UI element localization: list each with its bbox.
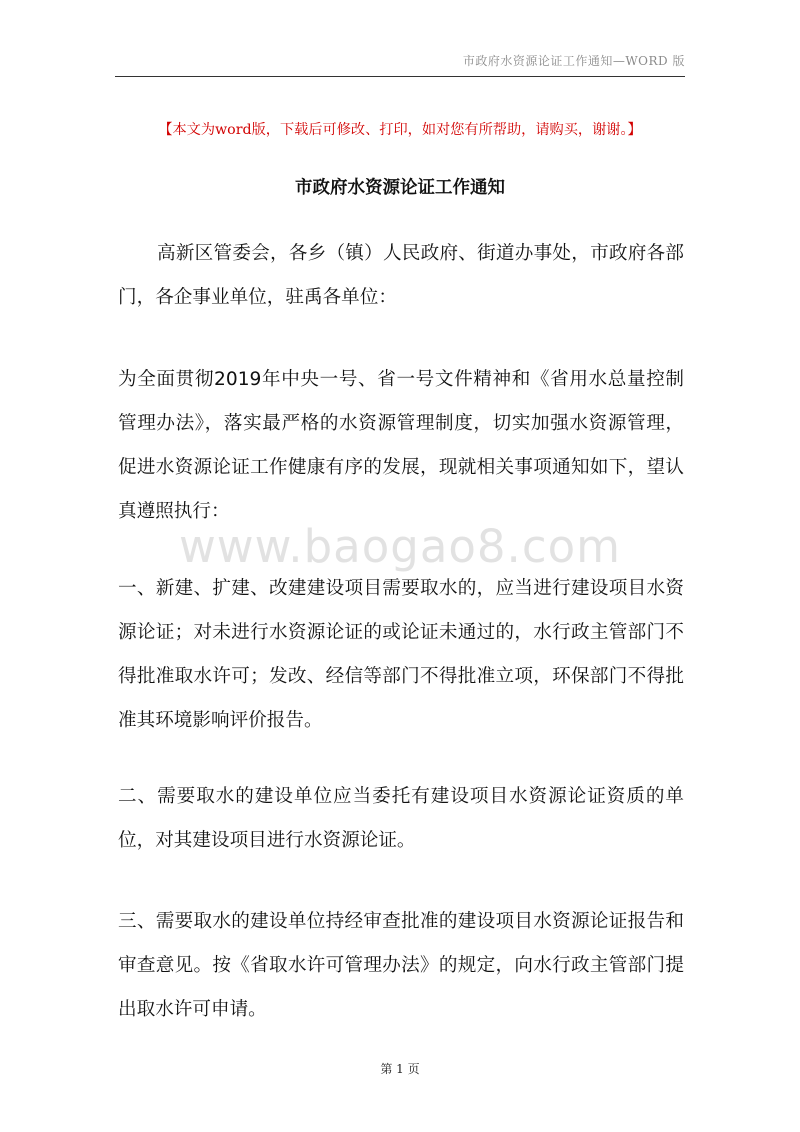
paragraph-item-2: 二、需要取水的建设单位应当委托有建设项目水资源论证资质的单位，对其建设项目进行水资源论证。 — [118, 786, 684, 851]
document-title: 市政府水资源论证工作通知 — [295, 178, 505, 198]
paragraph-salutation: 高新区管委会，各乡（镇）人民政府、街道办事处，市政府各部门，各企事业单位，驻禹各单位： — [118, 243, 684, 308]
paragraph-item-1: 一、新建、扩建、改建建设项目需要取水的，应当进行建设项目水资源论证；对未进行水资源论证的或论证未通过的，水行政主管部门不得批准取水许可；发改、经信等部门不得批准立项，环保部门不得批准其环境影响评价报告。 — [118, 578, 684, 731]
paragraph-intro: 为全面贯彻2019年中央一号、省一号文件精神和《省用水总量控制管理办法》，落实最严格的水资源管理制度，切实加强水资源管理，促进水资源论证工作健康有序的发展，现就相关事项通知如下，望认真遵照执行： — [118, 369, 684, 522]
purchase-notice: 【本文为word版，下载后可修改、打印，如对您有所帮助，请购买，谢谢。】 — [158, 122, 642, 138]
paragraph-item-3: 三、需要取水的建设单位持经审查批准的建设项目水资源论证报告和审查意见。按《省取水许可管理办法》的规定，向水行政主管部门提出取水许可申请。 — [118, 911, 684, 1020]
header-divider — [115, 76, 685, 77]
running-header: 市政府水资源论证工作通知—WORD 版 — [462, 54, 685, 68]
page-number: 第 1 页 — [380, 1062, 420, 1076]
watermark: www.baogao8.com — [179, 520, 621, 573]
